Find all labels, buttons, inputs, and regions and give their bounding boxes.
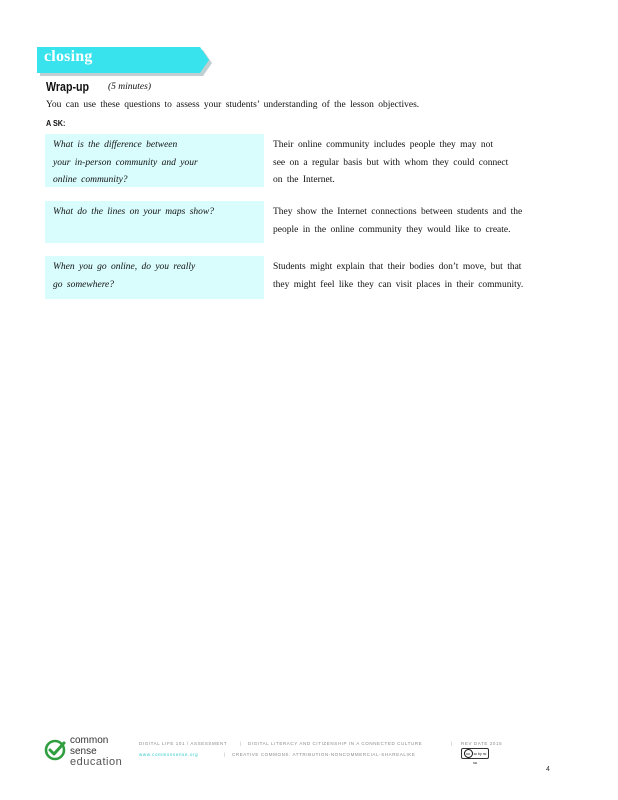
logo-line-3: education xyxy=(70,756,123,768)
logo-line-1: common xyxy=(70,735,109,746)
footer-course: DIGITAL LIFE 101 / ASSESSMENT xyxy=(139,741,228,746)
answer-2: They show the Internet connections between students and the people in the online community they would like to create. xyxy=(273,207,523,235)
cc-icon: cc xyxy=(464,749,473,758)
footer-divider: | xyxy=(224,752,226,757)
creative-commons-badge[interactable] xyxy=(461,748,489,765)
footer-divider: | xyxy=(451,741,453,746)
question-box-2: What do the lines on your maps show? xyxy=(45,201,264,243)
footer-subtitle: DIGITAL LITERACY AND CITIZENSHIP IN A CONNECTED CULTURE xyxy=(248,741,423,746)
footer-license: CREATIVE COMMONS: ATTRIBUTION-NONCOMMERCIAL-SHAREALIKE xyxy=(232,752,416,757)
answer-1: Their online community includes people they may not see on a regular basis but with whom they could connect on the Internet. xyxy=(273,140,509,185)
cc-badge-text: cc by nc sa xyxy=(473,751,487,765)
page-number: 4 xyxy=(546,766,550,773)
logo-line-2: sense xyxy=(70,745,97,757)
activity-title: Wrap-up xyxy=(46,79,90,94)
common-sense-logo[interactable] xyxy=(44,736,124,770)
question-box-1: What is the difference between your in-person community and your online community? xyxy=(45,134,264,187)
ask-label: A SK: xyxy=(46,118,66,128)
section-title: closing xyxy=(44,48,93,65)
question-box-3: When you go online, do you really go somewhere? xyxy=(45,256,264,299)
logo-check-icon xyxy=(44,738,68,762)
answer-3: Students might explain that their bodies don’t move, but that they might feel like they can visit places in their community. xyxy=(273,262,524,290)
footer-rev-date: REV DATE 2015 xyxy=(461,741,503,746)
logo-wordmark xyxy=(70,736,122,768)
activity-duration: (5 minutes) xyxy=(108,82,152,92)
footer-divider: | xyxy=(240,741,242,746)
intro-text: You can use these questions to assess your students’ understanding of the lesson objectives. xyxy=(46,100,420,110)
footer-url-link[interactable]: www.commonsense.org xyxy=(139,752,199,757)
